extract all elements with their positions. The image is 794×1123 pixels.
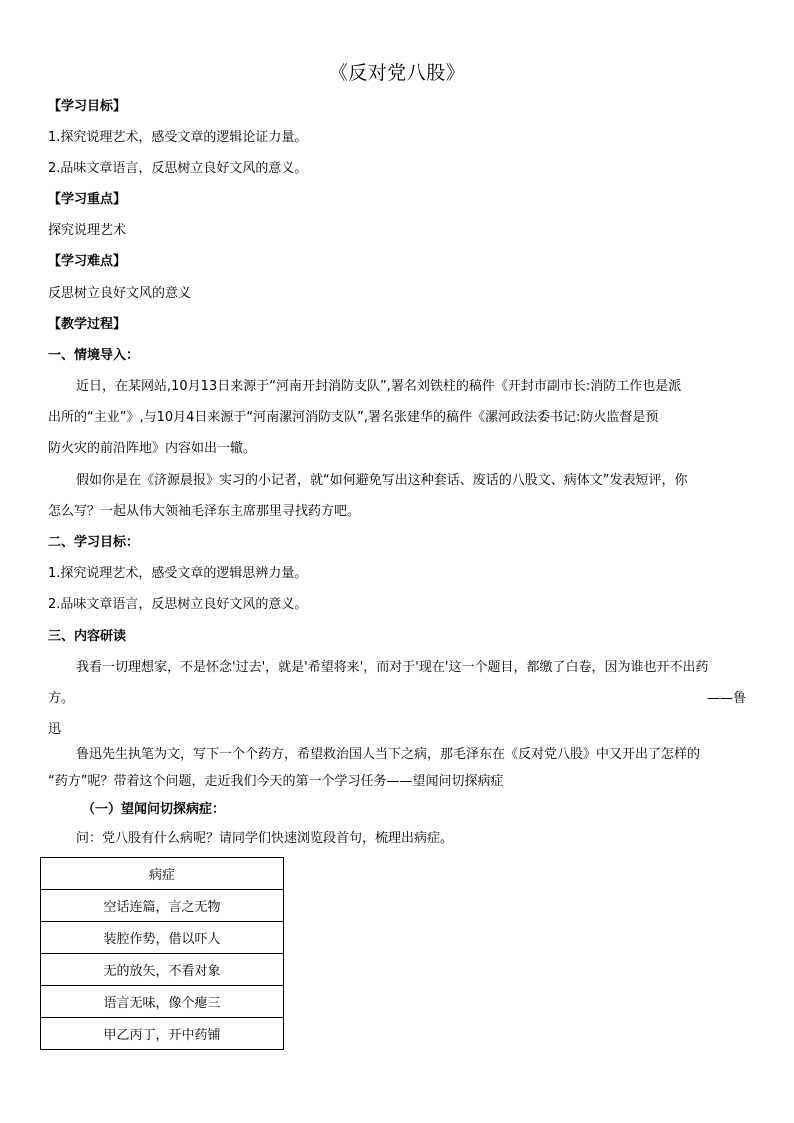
- section-1-para-2-line-1: 假如你是在《济源晨报》实习的小记者，就“如何避免写出这种套话、废话的八股文、病体文”发表短评，你: [76, 473, 688, 488]
- section-3-para-line-2: “药方”呢？带着这个问题，走近我们今天的第一个学习任务——望闻问切探病症: [48, 774, 504, 789]
- section-1-title: 一、情境导入：: [48, 348, 140, 363]
- table-cell: 空话连篇，言之无物: [41, 890, 284, 922]
- table-row: [41, 922, 284, 954]
- table-cell: 语言无味，像个瘪三: [41, 986, 284, 1018]
- table-cell: 装腔作势，借以吓人: [41, 922, 284, 954]
- table-cell: 甲乙丙丁，开中药铺: [41, 1018, 284, 1050]
- heading-process: 【教学过程】: [48, 317, 127, 332]
- goal-2: 2.品味文章语言，反思树立良好文风的意义。: [48, 161, 308, 176]
- section-2-goal-2: 2.品味文章语言，反思树立良好文风的意义。: [48, 597, 308, 612]
- question-text: 问：党八股有什么病呢？请同学们快速浏览段首句，梳理出病症。: [76, 831, 454, 846]
- table-row: [41, 890, 284, 922]
- difficulty-text: 反思树立良好文风的意义: [48, 286, 192, 301]
- document-title: 《反对党八股》: [328, 62, 466, 84]
- table-cell: 无的放矢，不看对象: [41, 954, 284, 986]
- table-row: [41, 986, 284, 1018]
- section-2-title: 二、学习目标：: [48, 535, 140, 550]
- section-1-para-1-line-1: 近日，在某网站,10月13日来源于“河南开封消防支队”,署名刘铁柱的稿件《开封市副市长:消防工作也是派: [76, 379, 682, 394]
- heading-learning-goals: 【学习目标】: [48, 99, 127, 114]
- goal-1: 1.探究说理艺术，感受文章的逻辑论证力量。: [48, 130, 308, 145]
- table-row: [41, 1018, 284, 1050]
- focus-text: 探究说理艺术: [48, 223, 127, 238]
- section-3-para-line-1: 鲁迅先生执笔为文，写下一个个药方，希望救治国人当下之病，那毛泽东在《反对党八股》中又开出了怎样的: [76, 747, 701, 762]
- quote-line-1: 我看一切理想家，不是怀念'过去'，就是'希望将来'，而对于'现在'这一个题目，都缴了白卷，因为谁也开不出药: [76, 660, 709, 675]
- section-2-goal-1: 1.探究说理艺术，感受文章的逻辑思辨力量。: [48, 566, 308, 581]
- section-1-para-2-line-2: 怎么写？一起从伟大领袖毛泽东主席那里寻找药方吧。: [48, 504, 361, 519]
- heading-focus: 【学习重点】: [48, 192, 127, 207]
- symptoms-table: [40, 857, 284, 1050]
- section-3-title: 三、内容研读: [48, 629, 127, 644]
- table-header-cell: 病症: [41, 858, 284, 890]
- quote-author-end: 迅: [48, 722, 62, 737]
- section-1-para-1-line-3: 防火灾的前沿阵地》内容如出一辙。: [48, 441, 257, 456]
- quote-author-dash: ——鲁: [706, 691, 746, 706]
- table-header-row: [41, 858, 284, 890]
- heading-difficulty: 【学习难点】: [48, 254, 127, 269]
- subsection-1-title: （一）望闻问切探病症：: [82, 802, 226, 817]
- table-row: [41, 954, 284, 986]
- quote-line-2: 方。: [48, 691, 75, 706]
- section-1-para-1-line-2: 出所的“主业”》,与10月4日来源于“河南漯河消防支队”,署名张建华的稿件《漯河政法委书记:防火监督是预: [48, 410, 659, 425]
